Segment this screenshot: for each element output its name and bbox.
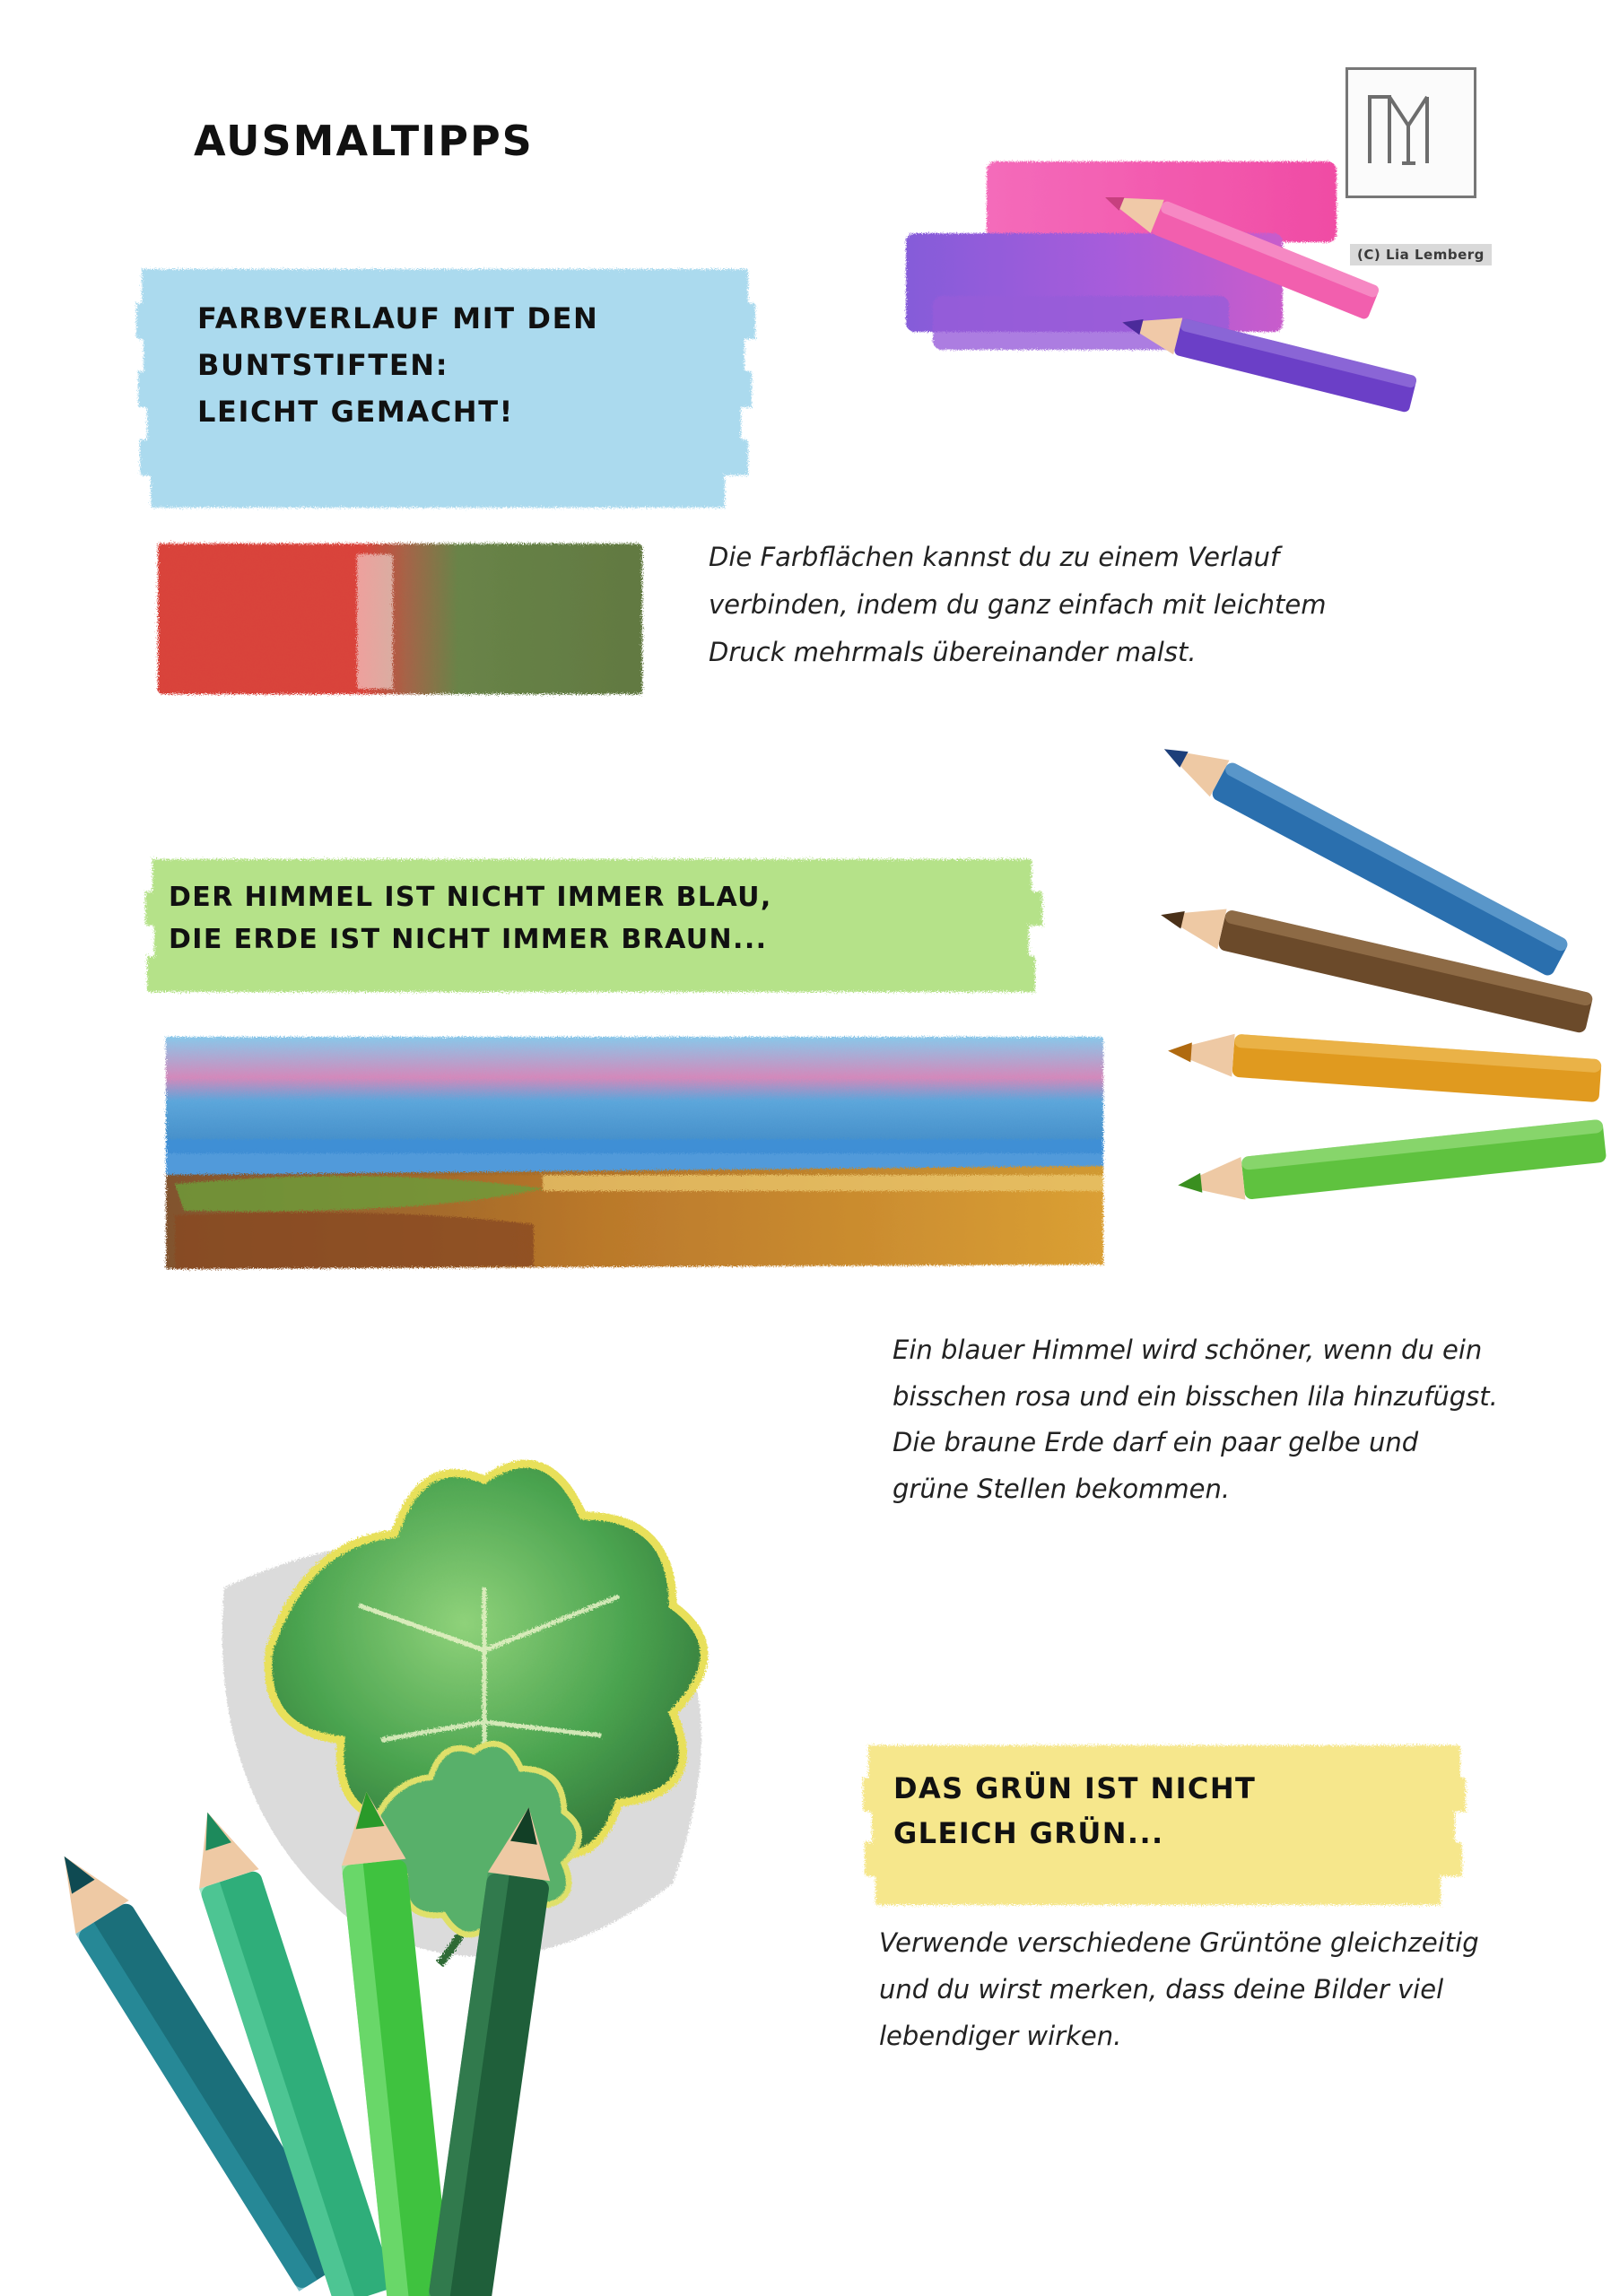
highlight-block-gruen (861, 1740, 1471, 1910)
paragraph-himmel (893, 1327, 1502, 1512)
paragraph-line: Die braune Erde darf ein paar gelbe und grüne Stellen bekommen. (893, 1427, 1419, 1504)
heading-farbverlauf (135, 260, 762, 435)
magenta-purple-pencil-scribble (879, 152, 1507, 493)
heading-line: DIE ERDE IST NICHT IMMER BRAUN... (169, 923, 768, 955)
heading-line: BUNTSTIFTEN: (197, 347, 449, 382)
paragraph-farbverlauf: Die Farbflächen kannst du zu einem Verlauf verbinden, indem du ganz einfach mit leichtem Druck mehrmals übereinander malst. (709, 542, 1327, 667)
heading-line: FARBVERLAUF MIT DEN (197, 301, 599, 335)
heading-line: GLEICH GRÜN... (893, 1815, 1164, 1850)
page-title: AUSMALTIPPS (194, 117, 534, 165)
heading-line: LEICHT GEMACHT! (197, 394, 514, 429)
red-green-gradient-swatch (151, 536, 653, 702)
heading-gruen (861, 1740, 1471, 1856)
copyright-badge: (C) Lia Lemberg (1350, 244, 1492, 265)
heading-line: DER HIMMEL IST NICHT IMMER BLAU, (169, 882, 772, 913)
highlight-block-himmel (144, 854, 1049, 1004)
colored-pencils-photo-right (1041, 762, 1611, 1265)
paragraph-line: Ein blauer Himmel wird schöner, wenn du ein bisschen rosa und ein bisschen lila hinzufügst. (893, 1335, 1498, 1412)
highlight-block-farbverlauf (135, 260, 762, 518)
paragraph-gruen: Verwende verschiedene Grüntöne gleichzeitig und du wirst merken, dass deine Bilder viel lebendiger wirken. (879, 1927, 1479, 2052)
green-pencils-photo (90, 1758, 718, 2296)
heading-line: DAS GRÜN IST NICHT (893, 1771, 1257, 1805)
landscape-crayon-drawing (157, 1031, 1117, 1292)
heading-himmel (144, 854, 1049, 961)
